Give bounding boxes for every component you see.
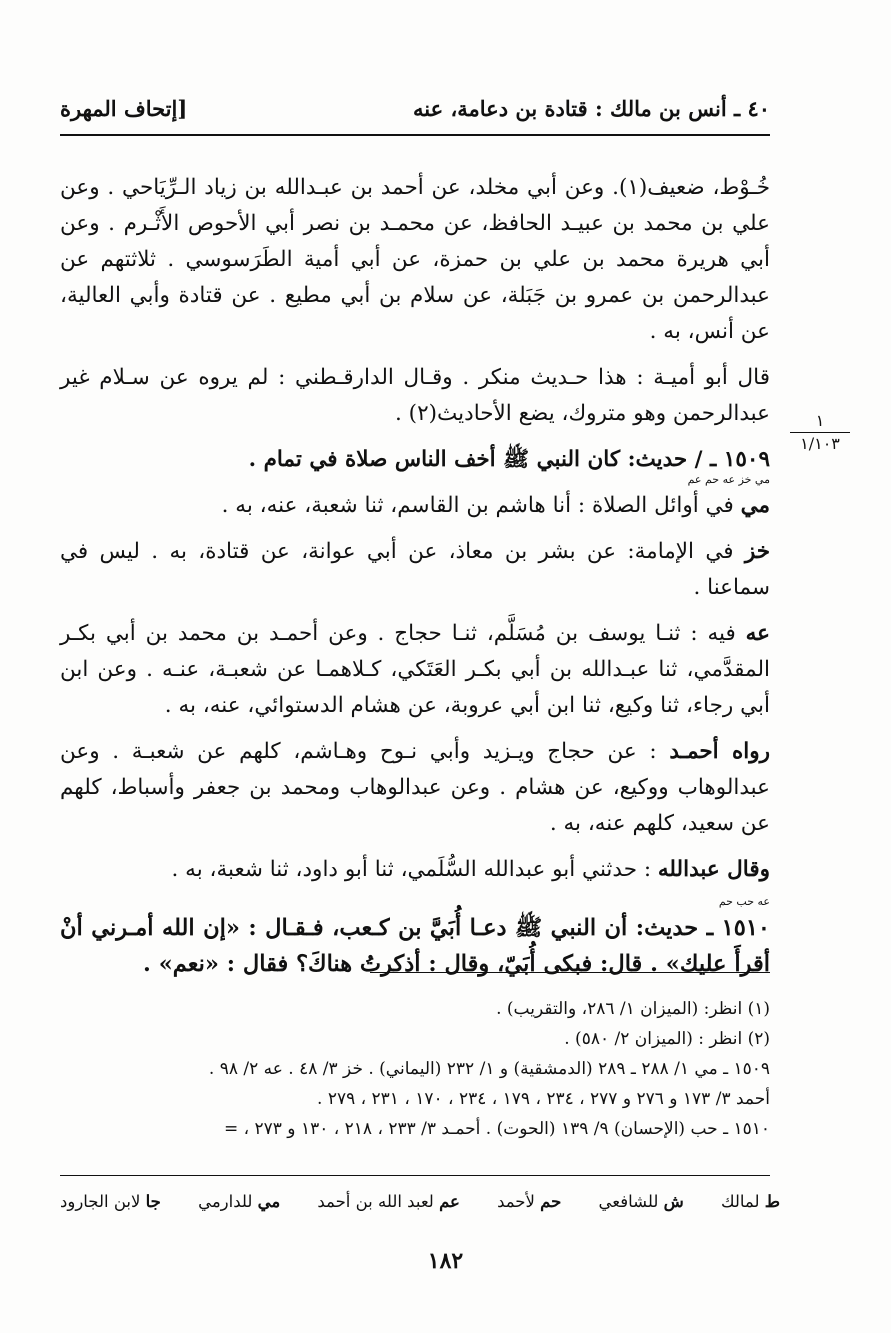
- running-header: [60, 88, 770, 128]
- paragraph-khz-text: في الإمامة: عن بشر بن معاذ، عن أبي عوانة، عن قتادة، به . ليس في سماعنا .: [60, 539, 770, 600]
- margin-ref-rule: [790, 432, 850, 433]
- legend-code: ش: [663, 1192, 684, 1211]
- footnote-line: أحمد ٣/ ١٧٣ و ٢٧٦ و ٢٧٧ ، ٢٣٤ ، ١٧٩ ، ٢٣٤ ، ١٧٠ ، ٢٣١ ، ٢٧٩ .: [317, 1089, 770, 1109]
- legend-code: مي: [257, 1192, 281, 1211]
- legend-label: للشافعي: [598, 1192, 659, 1211]
- margin-reference: [790, 412, 850, 453]
- book-title: [إتحاف المهرة: [60, 95, 188, 121]
- footnote-line: ١٥١٠ ـ حب (الإحسان) ٩/ ١٣٩ (الحوت) . أحمـد ٣/ ٢٣٣ ، ٢١٨ ، ١٣٠ و ٢٧٣ ، =: [223, 1119, 770, 1139]
- main-text: [60, 170, 770, 992]
- hadith-1509-heading: [60, 442, 770, 478]
- paragraph-ah-text: فيه : ثنـا يوسف بن مُسَلَّم، ثنـا حجاج . وعن أحمـد بن محمد بن أبي بكـر المقدَّمي، ثنا عبـدالله بن أبي بكـر العَتَكي، كـلاهمـا عن شعبـة، عنـه . وعن ابن أبي رجاء، ثنا وكيع، ثنا ابن أبي عروبة، عن هشام الدستوائي، عنه، به .: [60, 621, 770, 718]
- legend-item: [198, 1192, 280, 1211]
- paragraph-ahmad-text: : عن حجاج ويـزيد وأبي نـوح وهـاشم، كلهم عن شعبـة . وعن عبدالوهاب ووكيع، عن هشام . وعن عبدالوهاب ومحمد بن جعفر وأسباط، كلهم عن سعيد، كلهم عنه، به .: [60, 739, 770, 836]
- hadith-1509-text: كان النبي ﷺ أخف الناس صلاة في تمام .: [248, 447, 628, 472]
- paragraph-ah: [60, 616, 770, 724]
- legend-item: [317, 1192, 460, 1211]
- legend-code: جا: [145, 1192, 161, 1211]
- page-number: ١٨٢: [427, 1248, 464, 1274]
- abbreviation-legend: [60, 1192, 780, 1211]
- footnote-line: (١) انظر: (الميزان ١/ ٢٨٦، والتقريب) .: [496, 999, 770, 1019]
- margin-ref-top: ١: [815, 411, 825, 430]
- paragraph-abdallah: [60, 852, 770, 888]
- hadith-1510-number: ١٥١٠ ـ حديث:: [635, 915, 770, 941]
- legend-label: لأحمد: [497, 1192, 535, 1211]
- paragraph-khz: [60, 534, 770, 606]
- header-rule: [60, 134, 770, 136]
- legend-item: [60, 1192, 161, 1211]
- legend-label: لعبد الله بن أحمد: [317, 1192, 434, 1211]
- paragraph-abdallah-text: : حدثني أبو عبدالله السُّلَمي، ثنا أبو داود، ثنا شعبة، به .: [171, 857, 658, 882]
- hadith-1510-sources: عه حب حم: [718, 895, 770, 908]
- paragraph-mi: [60, 488, 770, 524]
- source-code-abdallah: وقال عبدالله: [657, 857, 770, 882]
- hadith-1509-sources: مي خز عه حم عم: [687, 473, 770, 486]
- footnote-line: (٢) انظر : (الميزان ٢/ ٥٨٠) .: [564, 1029, 770, 1049]
- paragraph-ahmad: [60, 734, 770, 842]
- hadith-1510-text: أن النبي ﷺ دعـا أُبَيَّ بن كـعب، فـقـال : «إن الله أمـرني أنْ أقرأَ عليك» . قال: فبكى أُبَيّ، وقال : أذكرتُ هناكَ؟ فقال : «نعم» .: [60, 915, 770, 977]
- legend-label: لمالك: [720, 1192, 760, 1211]
- chapter-title: ٤٠ ـ أنس بن مالك : قتادة بن دعامة، عنه: [413, 95, 770, 121]
- source-code-ahmad: رواه أحمـد: [669, 739, 770, 764]
- paragraph-chain: خُـوْط، ضعيف(١). وعن أبي مخلد، عن أحمد بن عبـدالله بن زياد الـرِّيَاحي . وعن علي بن محمد بن عبيـد الحافظ، عن محمـد بن نصر أبي الأحوص الأَثْـرم . وعن أبي هريرة محمد بن علي بن حمزة، عن أبي أمية الطَرَسوسي . ثلاثتهم عن عبدالرحمن بن عمرو بن جَبَلة، عن سلام بن أبي مطيع . عن قتادة وأبي العالية، عن أنس، به .: [60, 175, 770, 344]
- footnote-rule: [370, 972, 770, 973]
- legend-label: للدارمي: [198, 1192, 253, 1211]
- margin-ref-bottom: ١/١٠٣: [800, 434, 840, 453]
- legend-code: عم: [439, 1192, 460, 1211]
- legend-code: ط: [764, 1192, 780, 1211]
- legend-code: حم: [540, 1192, 562, 1211]
- source-code-mi: مي: [740, 493, 770, 518]
- source-code-ah: عه: [745, 621, 770, 646]
- paragraph-mi-text: في أوائل الصلاة : أنا هاشم بن القاسم، ثنا شعبة، عنه، به .: [221, 493, 741, 518]
- paragraph-abu-umayya: قال أبو أميـة : هذا حـديث منكر . وقـال الدارقـطني : لم يروه عن سـلام غير عبدالرحمن وهو متروك، يضع الأحاديث(٢) .: [60, 365, 770, 426]
- legend-item: [497, 1192, 561, 1211]
- legend-rule: [60, 1175, 770, 1176]
- hadith-1509-number: ١٥٠٩ ـ / حديث:: [627, 447, 770, 472]
- legend-item: [721, 1192, 780, 1211]
- footnote-line: ١٥٠٩ ـ مي ١/ ٢٨٨ ـ ٢٨٩ (الدمشقية) و ١/ ٢٣٢ (اليماني) . خز ٣/ ٤٨ . عه ٢/ ٩٨ .: [208, 1059, 770, 1079]
- footnotes: [60, 994, 770, 1144]
- source-code-khz: خز: [744, 539, 770, 564]
- legend-item: [599, 1192, 684, 1211]
- legend-label: لابن الجارود: [60, 1192, 141, 1211]
